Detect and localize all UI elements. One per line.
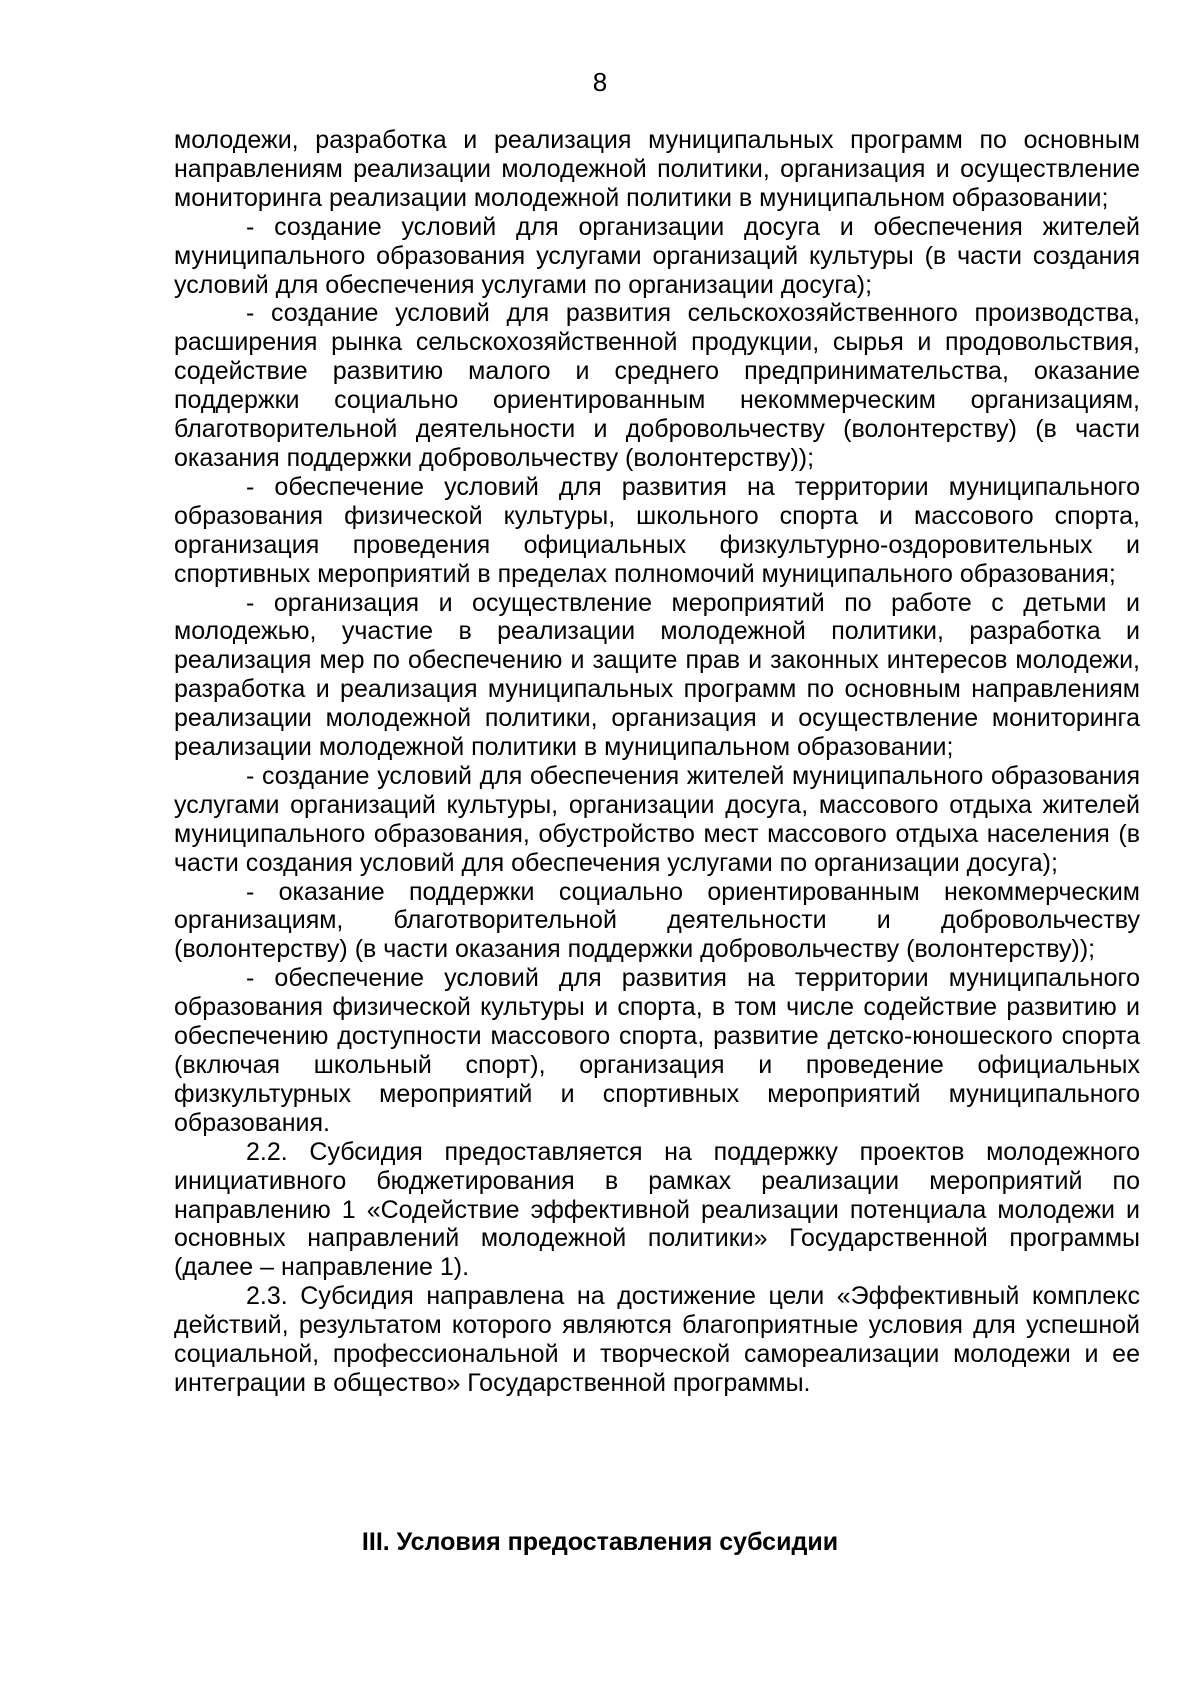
paragraph-2-2-subsidy-purpose: 2.2. Субсидия предоставляется на поддержку проектов молодежного инициативного бюджетирования в рамках реализации мероприятий по направлению 1 «Содействие эффективной реализации потенциала молодежи и основных направлений молодежной политики» Государственной программы (далее – направление 1). xyxy=(174,1137,1140,1282)
paragraph-physical-culture-school-sport: - обеспечение условий для развития на территории муниципального образования физической культуры, школьного спорта и массового спорта, организация проведения официальных физкультурно-оздоровительных и спортивных мероприятий в пределах полномочий муниципального образования; xyxy=(174,472,1140,588)
section-heading: III. Условия предоставления субсидии xyxy=(361,1528,839,1556)
paragraph-agriculture-business-support: - создание условий для развития сельскохозяйственного производства, расширения рынка сельскохозяйственной продукции, сырья и продовольствия, содействие развитию малого и среднего предпринимательства, оказание поддержки социально ориентированным некоммерческим организациям, благотворительной деятельности и добровольчеству (волонтерству) (в части оказания поддержки добровольчеству (волонтерству)); xyxy=(174,299,1140,472)
paragraph-volunteering-support: - оказание поддержки социально ориентированным некоммерческим организациям, благотворительной деятельности и добровольчеству (волонтерству) (в части оказания поддержки добровольчеству (волонтерству)); xyxy=(174,877,1140,964)
paragraph-youth-policy-continuation: молодежи, разработка и реализация муниципальных программ по основным направлениям реализации молодежной политики, организация и осуществление мониторинга реализации молодежной политики в муниципальном образовании; xyxy=(174,126,1140,212)
paragraph-work-with-youth: - организация и осуществление мероприятий по работе с детьми и молодежью, участие в реализации молодежной политики, разработка и реализация мер по обеспечению и защите прав и законных интересов молодежи, разработка и реализация муниципальных программ по основным направлениям реализации молодежной политики, организация и осуществление мониторинга реализации молодежной политики в муниципальном образовании; xyxy=(174,588,1140,762)
paragraph-culture-mass-recreation: - создание условий для обеспечения жителей муниципального образования услугами организаций культуры, организации досуга, массового отдыха жителей муниципального образования, обустройство мест массового отдыха населения (в части создания условий для обеспечения услугами по организации досуга); xyxy=(174,761,1140,877)
page-number: 8 xyxy=(592,67,608,97)
document-body xyxy=(174,126,1140,1398)
paragraph-leisure-culture: - создание условий для организации досуга и обеспечения жителей муниципального образования услугами организаций культуры (в части создания условий для обеспечения услугами по организации досуга); xyxy=(174,212,1140,299)
paragraph-physical-culture-sport: - обеспечение условий для развития на территории муниципального образования физической культуры и спорта, в том числе содействие развитию и обеспечению доступности массового спорта, развитие детско-юношеского спорта (включая школьный спорт), организация и проведение официальных физкультурных мероприятий и спортивных мероприятий муниципального образования. xyxy=(174,964,1140,1137)
paragraph-2-3-subsidy-goal: 2.3. Субсидия направлена на достижение цели «Эффективный комплекс действий, результатом которого являются благоприятные условия для успешной социальной, профессиональной и творческой самореализации молодежи и ее интеграции в общество» Государственной программы. xyxy=(174,1282,1140,1397)
